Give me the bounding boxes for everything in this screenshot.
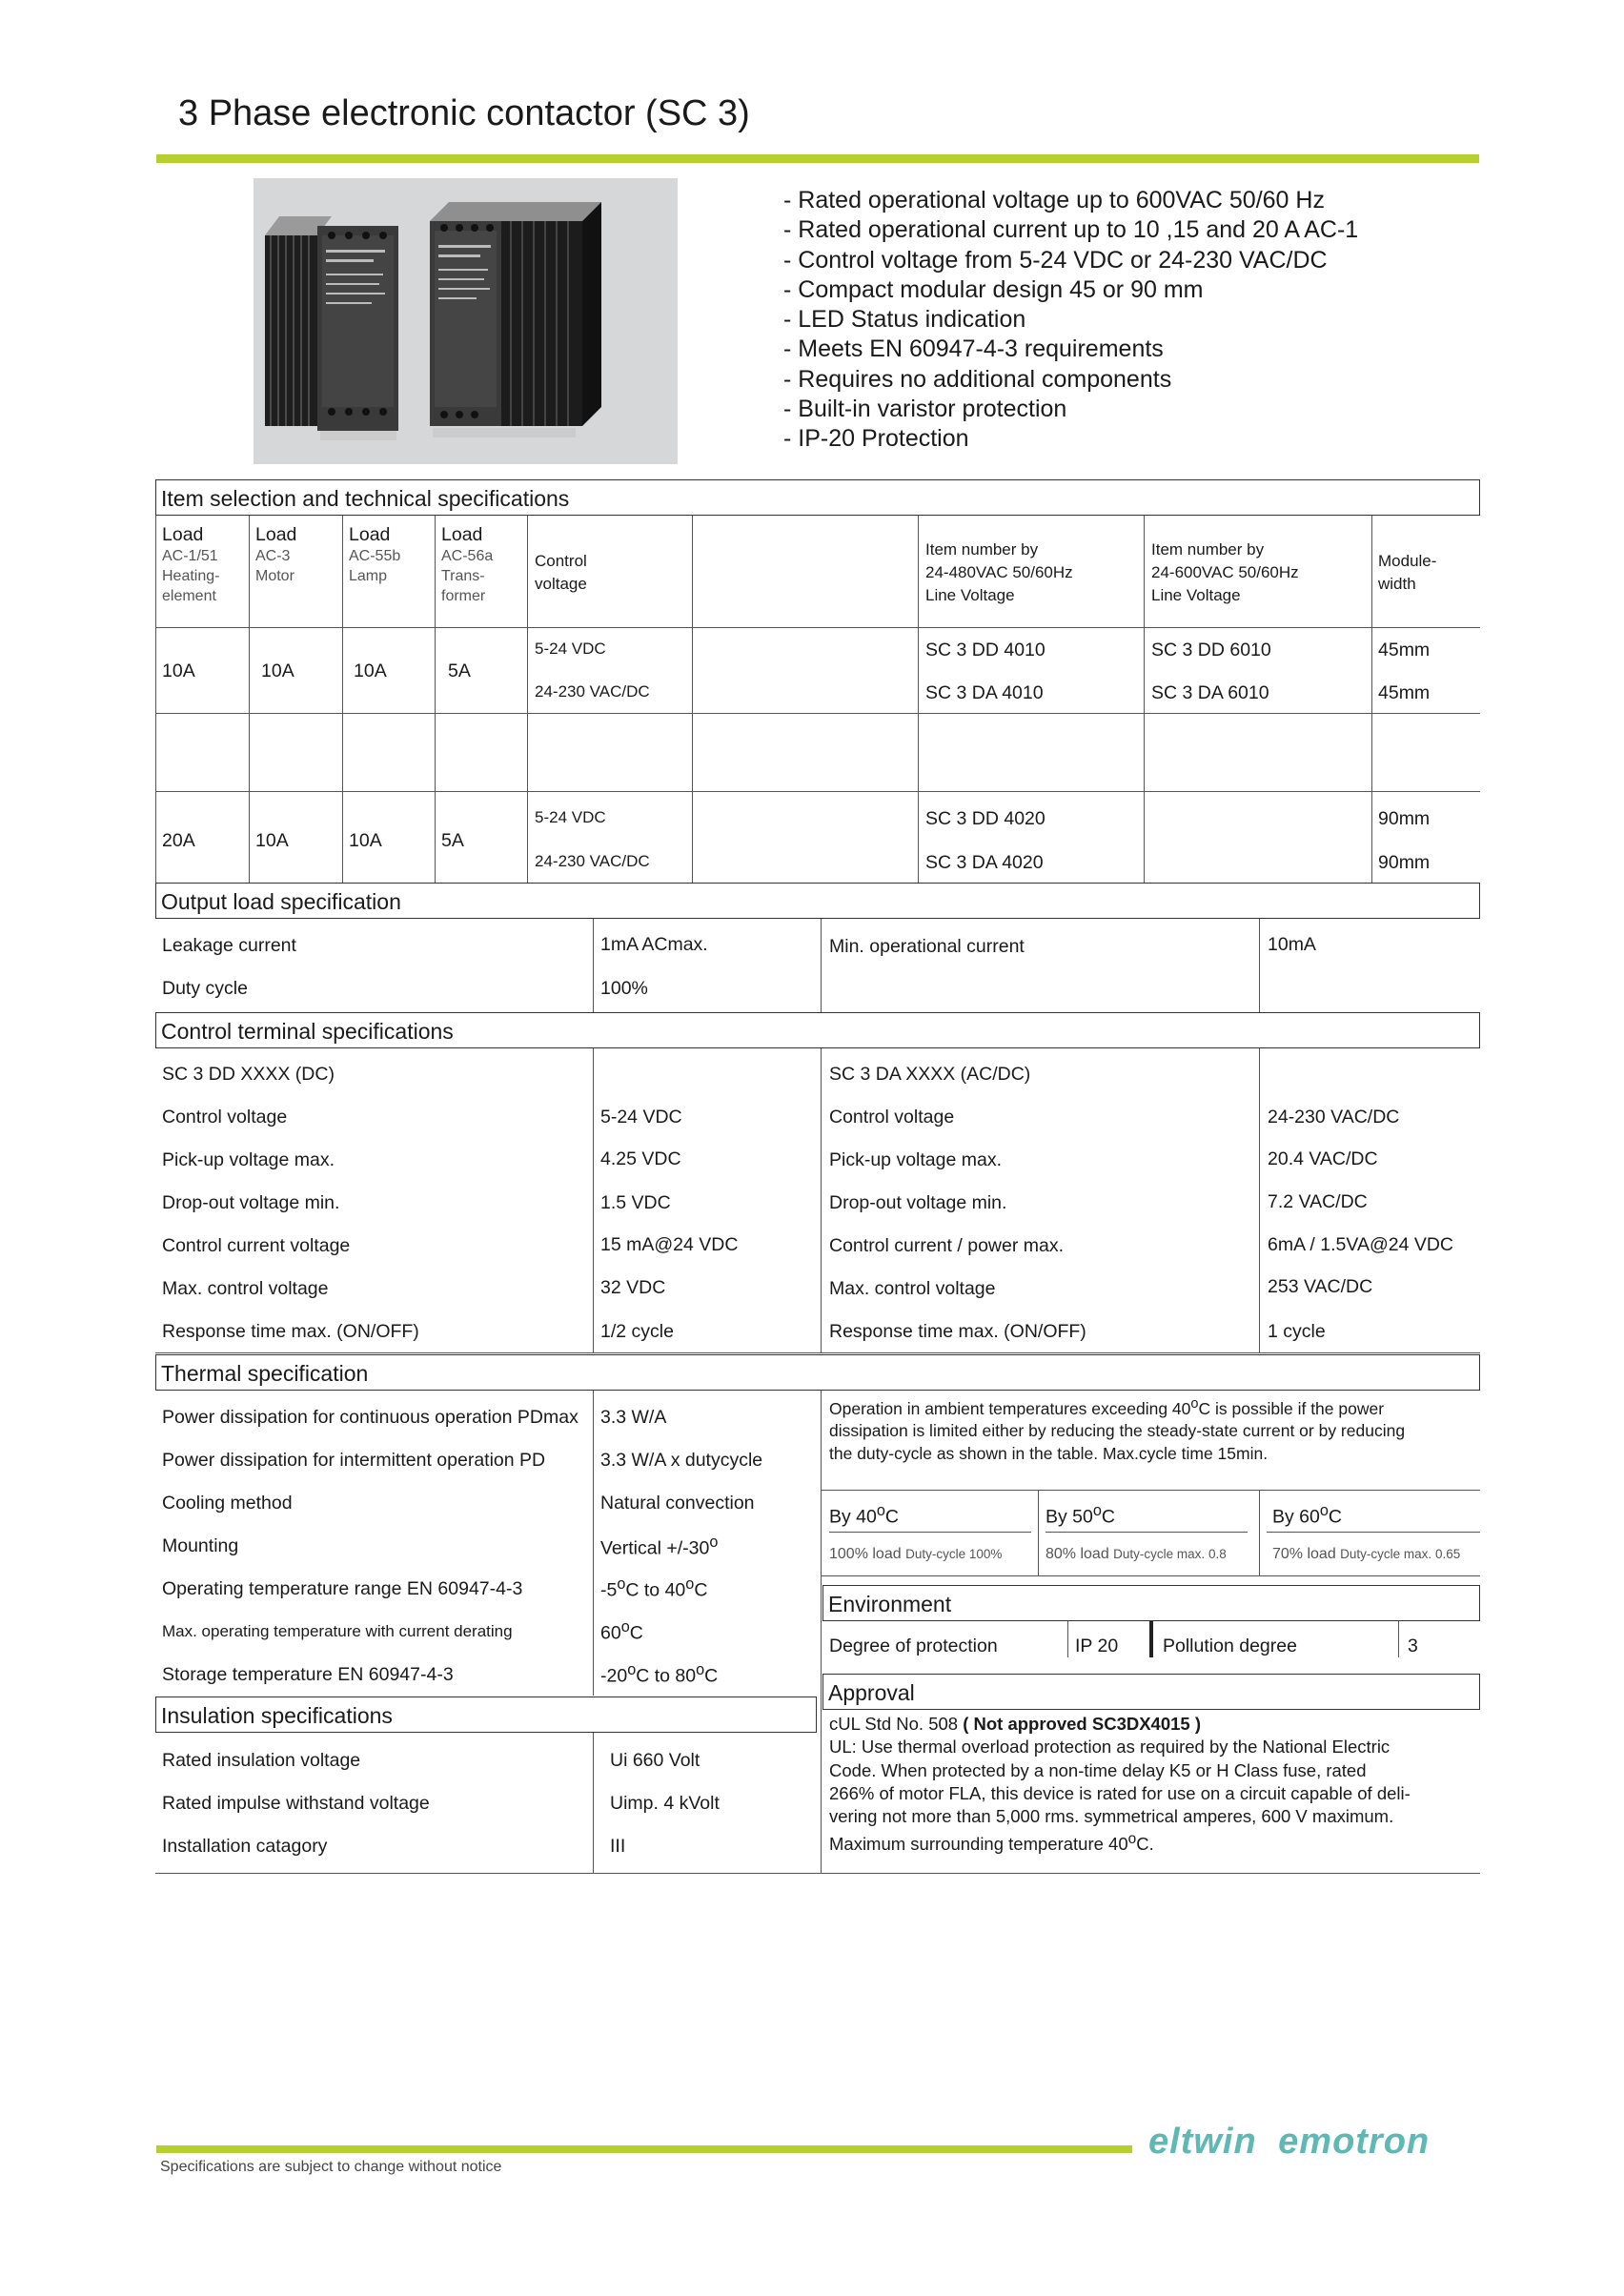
label-text: By 60: [1272, 1506, 1320, 1528]
col-label: voltage: [535, 575, 587, 593]
ac-label: Control current / power max.: [829, 1235, 1065, 1256]
title-underline: [156, 154, 1479, 163]
ac-label: Drop-out voltage min.: [829, 1192, 1007, 1213]
ac-value: 24-230 VAC/DC: [1268, 1107, 1400, 1128]
cell: 45mm: [1378, 640, 1431, 660]
thermal-label: Cooling method: [162, 1493, 293, 1514]
cell: 10A: [349, 830, 382, 851]
grid-line: [1038, 1490, 1039, 1575]
ac-title: SC 3 DA XXXX (AC/DC): [829, 1064, 1031, 1085]
thermal-value: [600, 1661, 718, 1688]
col-load-ac55b: [349, 524, 400, 586]
derate-40-value: [829, 1546, 1002, 1563]
derate-50-label: [1045, 1502, 1115, 1529]
insulation-value: III: [610, 1836, 626, 1857]
grid-line: [155, 791, 1480, 792]
derate-60-label: [1272, 1502, 1342, 1529]
ac-value: 1 cycle: [1268, 1321, 1326, 1342]
note-text: Operation in ambient temperatures exceeding 40: [829, 1398, 1191, 1418]
thermal-label: Operating temperature range EN 60947-4-3: [162, 1578, 523, 1599]
col-module-width: [1378, 550, 1436, 596]
approval-line: vering not more than 5,000 rms. symmetrical amperes, 600 V maximum.: [829, 1806, 1394, 1827]
brand-logos: [1148, 2122, 1430, 2163]
insulation-label: Rated insulation voltage: [162, 1750, 361, 1771]
thermal-note: [829, 1393, 1405, 1465]
ac-value: 20.4 VAC/DC: [1268, 1148, 1378, 1169]
dc-value: 4.25 VDC: [600, 1148, 681, 1169]
value-text: C to 80: [636, 1665, 697, 1687]
ac-value: 7.2 VAC/DC: [1268, 1191, 1368, 1212]
grid-line: [1149, 1621, 1153, 1657]
thermal-label: Storage temperature EN 60947-4-3: [162, 1664, 454, 1685]
col-sublabel: AC-55b: [349, 548, 401, 564]
thermal-value: 3.3 W/A: [600, 1407, 667, 1428]
left-unit: [265, 216, 398, 440]
value-text: -5: [600, 1579, 618, 1601]
derate-40-label: [829, 1502, 899, 1529]
thermal-label: Mounting: [162, 1535, 239, 1556]
footer-note: Specifications are subject to change without notice: [160, 2159, 502, 2175]
feature-item: - Compact modular design 45 or 90 mm: [783, 275, 1204, 303]
grid-line: [155, 627, 1480, 628]
col-label: 24-600VAC 50/60Hz: [1151, 563, 1299, 581]
emotron-logo: emotron: [1278, 2122, 1431, 2162]
load-text: 70% load: [1272, 1546, 1336, 1562]
grid-line: [435, 516, 436, 883]
grid-line: [821, 1391, 822, 1874]
col-sublabel: AC-56a: [441, 548, 494, 564]
product-photo: [254, 178, 678, 464]
label-text: C: [884, 1506, 900, 1528]
insulation-value: Uimp. 4 kVolt: [610, 1793, 720, 1814]
thermal-value: Natural convection: [600, 1493, 755, 1514]
page-title: 3 Phase electronic contactor (SC 3): [178, 93, 750, 133]
col-sublabel: Lamp: [349, 568, 388, 584]
dc-value: 15 mA@24 VDC: [600, 1234, 739, 1255]
label-text: C: [1328, 1506, 1343, 1528]
section-header-control: Control terminal specifications: [155, 1012, 1480, 1048]
protection-label: Degree of protection: [829, 1636, 998, 1656]
grid-line: [1267, 1532, 1480, 1533]
dc-label: Control voltage: [162, 1107, 288, 1128]
insulation-label: Installation catagory: [162, 1836, 328, 1857]
value-text: Vertical +/-30: [600, 1537, 710, 1559]
label-text: By 40: [829, 1506, 877, 1528]
col-sublabel: element: [162, 588, 216, 604]
approval-line: UL: Use thermal overload protection as required by the National Electric: [829, 1737, 1391, 1758]
pollution-label: Pollution degree: [1163, 1636, 1297, 1656]
col-sublabel: Heating-: [162, 568, 220, 584]
cell: 45mm: [1378, 682, 1431, 703]
dc-label: Pick-up voltage max.: [162, 1149, 335, 1170]
note-text: dissipation is limited either by reducing the steady-state current or by reducing: [829, 1421, 1406, 1441]
col-label: Item number by: [925, 540, 1039, 559]
grid-line: [918, 516, 919, 883]
minop-value: 10mA: [1268, 934, 1316, 955]
col-sublabel: Trans-: [441, 568, 485, 584]
degree-sup: o: [620, 1618, 630, 1636]
leakage-value: 1mA ACmax.: [600, 934, 708, 955]
grid-line: [527, 516, 528, 883]
grid-line: [829, 1532, 1031, 1533]
section-header-insulation: Insulation specifications: [155, 1697, 817, 1733]
degree-sup: o: [627, 1661, 637, 1678]
note-text: the duty-cycle as shown in the table. Max.cycle time 15min.: [829, 1443, 1269, 1463]
leakage-label: Leakage current: [162, 935, 296, 956]
dc-value: 32 VDC: [600, 1277, 666, 1298]
value-text: 60: [600, 1622, 621, 1644]
feature-item: - Control voltage from 5-24 VDC or 24-230 VAC/DC: [783, 246, 1328, 274]
duty-label: Duty cycle: [162, 978, 248, 999]
ac-label: Response time max. (ON/OFF): [829, 1321, 1086, 1342]
grid-line: [1067, 1621, 1068, 1657]
label-text: By 50: [1045, 1506, 1093, 1528]
col-sublabel: former: [441, 588, 486, 604]
degree-sup: o: [617, 1575, 626, 1593]
feature-item: - Meets EN 60947-4-3 requirements: [783, 335, 1164, 363]
grid-line: [1259, 1048, 1260, 1353]
cell: 10A: [162, 660, 195, 681]
feature-item: - IP-20 Protection: [783, 425, 969, 453]
dc-title: SC 3 DD XXXX (DC): [162, 1064, 335, 1085]
derate-50-value: [1045, 1546, 1227, 1563]
feature-item: - Rated operational current up to 10 ,15 and 20 A AC-1: [783, 216, 1359, 244]
section-header-selection: Item selection and technical specifications: [155, 479, 1480, 516]
feature-item: - LED Status indication: [783, 306, 1026, 334]
right-unit: [430, 202, 601, 437]
feature-item: - Rated operational voltage up to 600VAC 50/60 Hz: [783, 187, 1325, 213]
dc-label: Control current voltage: [162, 1235, 351, 1256]
col-load-ac3: [255, 524, 296, 586]
cell: 90mm: [1378, 808, 1431, 829]
cell: SC 3 DA 4020: [925, 852, 1044, 873]
feature-item: - Built-in varistor protection: [783, 396, 1067, 423]
cell: 24-230 VAC/DC: [535, 852, 650, 870]
ac-value: 6mA / 1.5VA@24 VDC: [1268, 1234, 1454, 1255]
thermal-label: Max. operating temperature with current derating: [162, 1622, 513, 1640]
feature-item: - Requires no additional components: [783, 365, 1172, 393]
col-label: Item number by: [1151, 540, 1265, 559]
col-control-voltage: [535, 550, 587, 596]
grid-line: [1259, 919, 1260, 1012]
grid-line: [342, 516, 343, 883]
pollution-value: 3: [1408, 1636, 1418, 1656]
section-header-output: Output load specification: [155, 883, 1480, 919]
thermal-value: [600, 1575, 707, 1602]
cell: SC 3 DD 4010: [925, 640, 1045, 660]
col-label: Module-: [1378, 552, 1437, 570]
section-header-thermal: Thermal specification: [155, 1354, 1480, 1391]
dc-value: 1.5 VDC: [600, 1192, 671, 1213]
load-text: 80% load: [1045, 1546, 1109, 1562]
degree-sup: o: [1092, 1502, 1102, 1519]
dc-label: Max. control voltage: [162, 1278, 329, 1299]
approval-line: C.: [1136, 1834, 1154, 1855]
cell: SC 3 DA 6010: [1151, 682, 1269, 703]
col-item-600: [1151, 538, 1299, 607]
cell: SC 3 DD 4020: [925, 808, 1045, 829]
thermal-label: Power dissipation for continuous operation PDmax: [162, 1407, 579, 1428]
ac-value: 253 VAC/DC: [1268, 1276, 1373, 1297]
grid-line: [155, 1873, 1480, 1874]
thermal-value: [600, 1534, 718, 1560]
ac-label: Control voltage: [829, 1107, 955, 1128]
degree-sup: o: [876, 1502, 885, 1519]
value-text: C: [694, 1579, 708, 1601]
approval-text: [829, 1713, 1411, 1857]
col-label: Line Voltage: [925, 586, 1015, 604]
protection-value: IP 20: [1075, 1636, 1119, 1656]
degree-sup: o: [1127, 1831, 1137, 1848]
col-label: Load: [349, 524, 391, 545]
thermal-value: 3.3 W/A x dutycycle: [600, 1450, 763, 1471]
load-text: 100% load: [829, 1546, 902, 1562]
degree-sup: o: [709, 1534, 719, 1551]
value-text: -20: [600, 1665, 628, 1687]
approval-line: Maximum surrounding temperature 40: [829, 1834, 1128, 1855]
cell: 5-24 VDC: [535, 640, 606, 658]
insulation-value: Ui 660 Volt: [610, 1750, 700, 1771]
col-label: Line Voltage: [1151, 586, 1241, 604]
col-sublabel: Motor: [255, 568, 294, 584]
approval-line: 266% of motor FLA, this device is rated for use on a circuit capable of deli-: [829, 1782, 1411, 1803]
duty-text: Duty-cycle 100%: [905, 1547, 1003, 1561]
degree-sup: o: [685, 1575, 695, 1593]
grid-line: [821, 1490, 1480, 1491]
grid-line: [155, 516, 156, 883]
product-illustration: [254, 178, 678, 464]
grid-line: [1371, 516, 1372, 883]
cell: 24-230 VAC/DC: [535, 682, 650, 701]
grid-line: [821, 919, 822, 1012]
grid-line: [1144, 516, 1145, 883]
value-text: C: [629, 1622, 643, 1644]
grid-line: [155, 713, 1480, 714]
dc-value: 1/2 cycle: [600, 1321, 674, 1342]
feature-list: [783, 186, 1358, 455]
grid-line: [593, 1733, 594, 1874]
grid-line: [593, 1048, 594, 1353]
duty-text: Duty-cycle max. 0.65: [1340, 1547, 1461, 1561]
cell: 10A: [261, 660, 294, 681]
cell: 20A: [162, 830, 195, 851]
grid-line: [1259, 1490, 1260, 1575]
grid-line: [1045, 1532, 1248, 1533]
degree-sup: o: [696, 1661, 705, 1678]
col-label: Load: [255, 524, 297, 545]
col-item-480: [925, 538, 1073, 607]
dc-label: Drop-out voltage min.: [162, 1192, 340, 1213]
grid-line: [593, 919, 594, 1012]
cell: SC 3 DA 4010: [925, 682, 1044, 703]
value-text: C: [704, 1665, 719, 1687]
col-label: width: [1378, 575, 1416, 593]
thermal-label: Power dissipation for intermittent operation PD: [162, 1450, 546, 1471]
duty-value: 100%: [600, 978, 648, 999]
ac-label: Pick-up voltage max.: [829, 1149, 1002, 1170]
footer-rule: [156, 2145, 1132, 2153]
grid-line: [593, 1391, 594, 1696]
insulation-label: Rated impulse withstand voltage: [162, 1793, 430, 1814]
derate-60-value: [1272, 1546, 1460, 1563]
col-label: 24-480VAC 50/60Hz: [925, 563, 1073, 581]
cell: 5A: [448, 660, 471, 681]
cell: SC 3 DD 6010: [1151, 640, 1271, 660]
approval-std: cUL Std No. 508: [829, 1714, 964, 1734]
cell: 10A: [354, 660, 387, 681]
grid-line: [1398, 1621, 1399, 1657]
col-label: Control: [535, 552, 587, 570]
value-text: C to 40: [625, 1579, 686, 1601]
cell: 10A: [255, 830, 289, 851]
ac-label: Max. control voltage: [829, 1278, 996, 1299]
approval-line: Code. When protected by a non-time delay K5 or H Class fuse, rated: [829, 1759, 1367, 1780]
grid-line: [692, 516, 693, 883]
grid-line: [821, 1575, 1480, 1576]
degree-sup: o: [1190, 1396, 1199, 1412]
grid-line: [249, 516, 250, 883]
section-header-approval: Approval: [822, 1674, 1480, 1710]
col-label: Load: [441, 524, 483, 545]
note-text: C is possible if the power: [1198, 1398, 1385, 1418]
approval-exception: ( Not approved SC3DX4015 ): [963, 1714, 1202, 1734]
eltwin-logo: eltwin: [1148, 2122, 1257, 2162]
dc-label: Response time max. (ON/OFF): [162, 1321, 419, 1342]
minop-label: Min. operational current: [829, 936, 1025, 957]
duty-text: Duty-cycle max. 0.8: [1113, 1547, 1227, 1561]
col-load-ac56a: [441, 524, 493, 606]
col-sublabel: AC-3: [255, 548, 291, 564]
thermal-value: [600, 1618, 643, 1645]
cell: 90mm: [1378, 852, 1431, 873]
cell: 5-24 VDC: [535, 808, 606, 826]
cell: 5A: [441, 830, 464, 851]
col-load-ac1: [162, 524, 219, 606]
label-text: C: [1101, 1506, 1116, 1528]
col-sublabel: AC-1/51: [162, 548, 218, 564]
col-label: Load: [162, 524, 204, 545]
grid-line: [821, 1048, 822, 1353]
section-header-environment: Environment: [822, 1585, 1480, 1621]
dc-value: 5-24 VDC: [600, 1107, 682, 1128]
degree-sup: o: [1319, 1502, 1329, 1519]
